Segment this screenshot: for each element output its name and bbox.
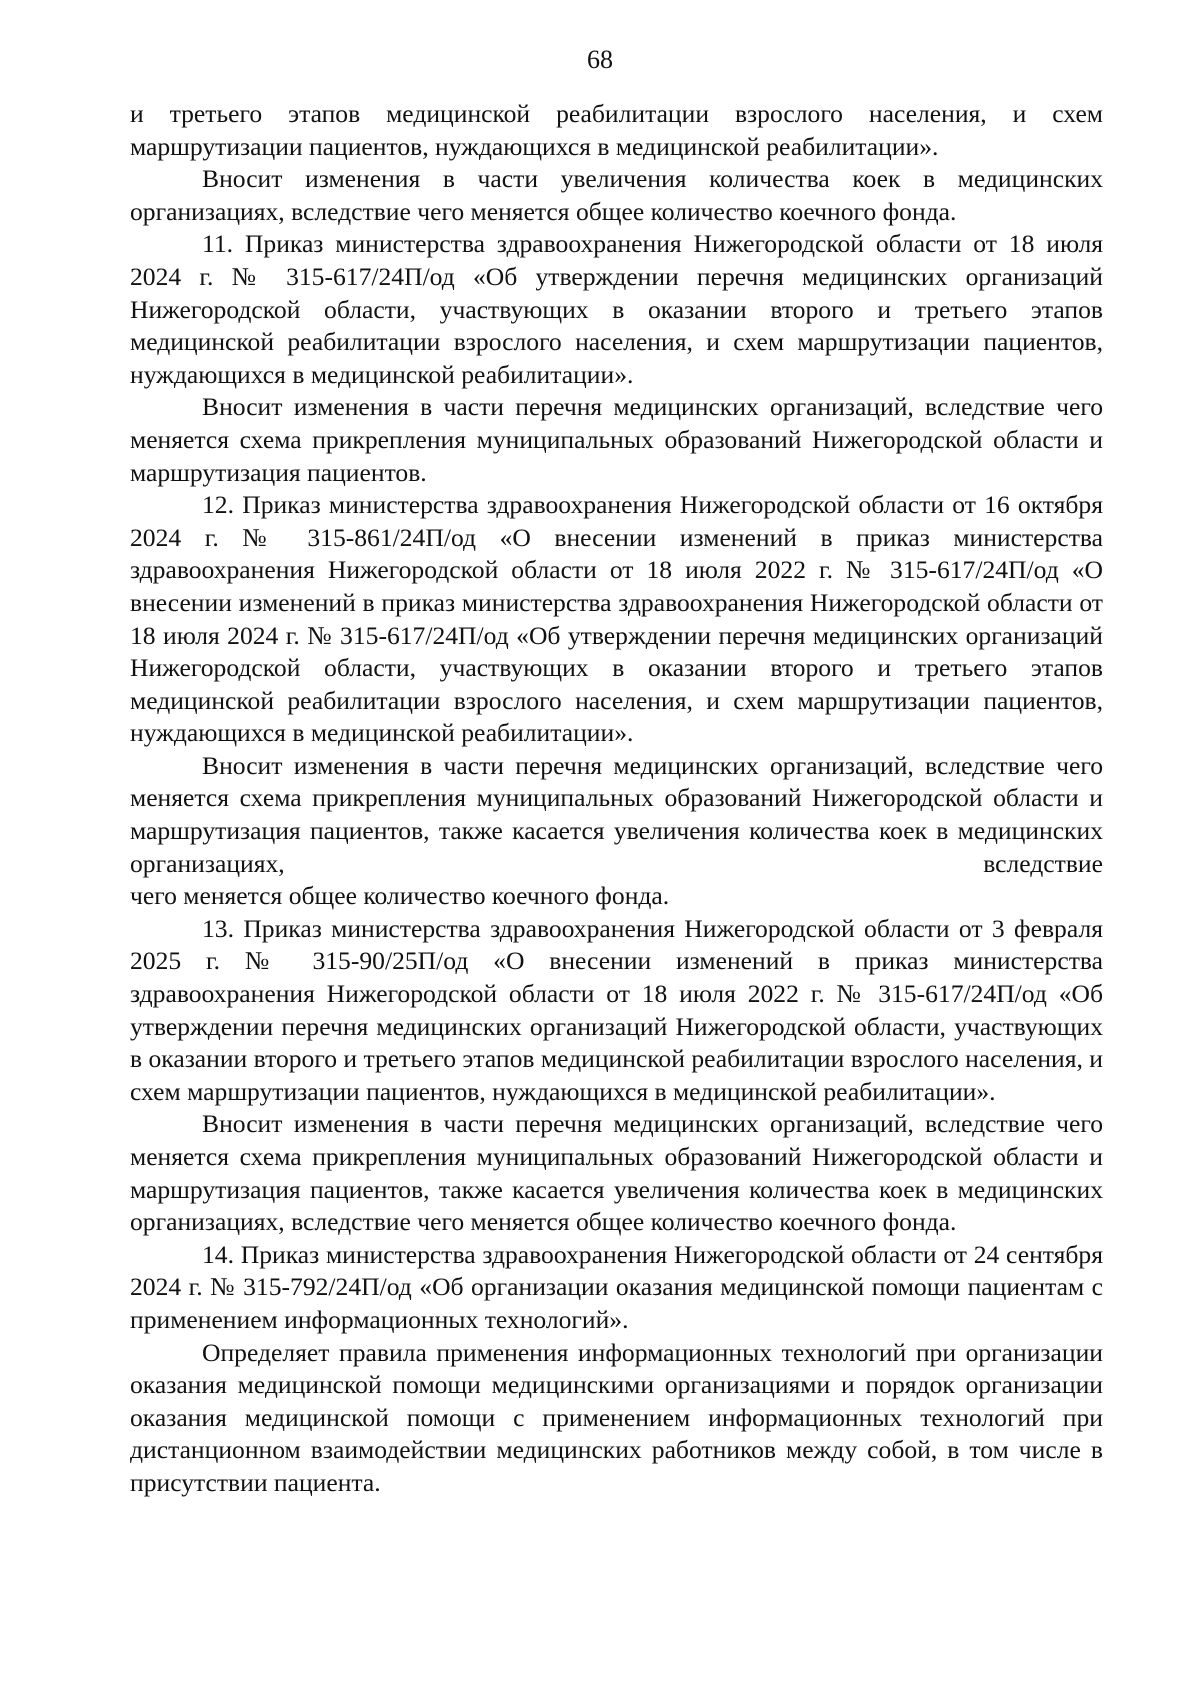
paragraph-continuation: и третьего этапов медицинской реабилитации взрослого населения, и схем маршрутизации пациентов, нуждающихся в медицинской реабилитации». xyxy=(130,99,1103,161)
paragraph-note-12: Вносит изменения в части перечня медицинских организаций, вследствие чего меняется схема прикрепления муниципальных образований Нижегородской области и маршрутизация пациентов, также касается увеличения количества коек в медицинских организациях, вследствие xyxy=(130,750,1103,878)
document-body xyxy=(130,98,1103,1500)
paragraph-item-14: 14. Приказ министерства здравоохранения Нижегородской области от 24 сентября 2024 г. № 315-792/24П/од «Об организации оказания медицинской помощи пациентам с применением информационных технологий». xyxy=(130,1239,1103,1334)
paragraph-item-11: 11. Приказ министерства здравоохранения Нижегородской области от 18 июля 2024 г. № 315-617/24П/од «Об утверждении перечня медицинских организаций Нижегородской области, участвующих в оказании второго и третьего этапов медицинской реабилитации взрослого населения, и схем маршрутизации пациентов, нуждающихся в медицинской реабилитации». xyxy=(130,229,1103,389)
paragraph-item-12: 12. Приказ министерства здравоохранения Нижегородской области от 16 октября 2024 г. № 315-861/24П/од «О внесении изменений в приказ министерства здравоохранения Нижегородской области от 18 июля 2022 г. № 315-617/24П/од «О внесении изменений в приказ министерства здравоохранения Нижегородской области от 18 июля 2024 г. № 315-617/24П/од «Об утверждении перечня медицинских организаций Нижегородской области, участвующих в оказании второго и третьего этапов медицинской реабилитации взрослого населения, и схем маршрутизации пациентов, нуждающихся в медицинской реабилитации». xyxy=(130,490,1103,748)
paragraph-note-11: Вносит изменения в части перечня медицинских организаций, вследствие чего меняется схема прикрепления муниципальных образований Нижегородской области и маршрутизация пациентов. xyxy=(130,392,1103,487)
paragraph-note-13: Вносит изменения в части перечня медицинских организаций, вследствие чего меняется схема прикрепления муниципальных образований Нижегородской области и маршрутизация пациентов, также касается увеличения количества коек в медицинских организациях, вследствие чего меняется общее количество коечного фонда. xyxy=(130,1109,1103,1237)
paragraph-item-13: 13. Приказ министерства здравоохранения Нижегородской области от 3 февраля 2025 г. № 315-90/25П/од «О внесении изменений в приказ министерства здравоохранения Нижегородской области от 18 июля 2022 г. № 315-617/24П/од «Об утверждении перечня медицинских организаций Нижегородской области, участвующих в оказании второго и третьего этапов медицинской реабилитации взрослого населения, и схем маршрутизации пациентов, нуждающихся в медицинской реабилитации». xyxy=(130,913,1103,1106)
page-number: 68 xyxy=(587,45,613,74)
paragraph-note-14: Определяет правила применения информационных технологий при организации оказания медицинской помощи медицинскими организациями и порядок организации оказания медицинской помощи с применением информационных технологий при дистанционном взаимодействии медицинских работников между собой, в том числе в присутствии пациента. xyxy=(130,1337,1103,1497)
paragraph-note-12-tail: чего меняется общее количество коечного фонда. xyxy=(130,881,670,911)
paragraph-note-10: Вносит изменения в части увеличения количества коек в медицинских организациях, вследствие чего меняется общее количество коечного фонда. xyxy=(130,164,1103,226)
